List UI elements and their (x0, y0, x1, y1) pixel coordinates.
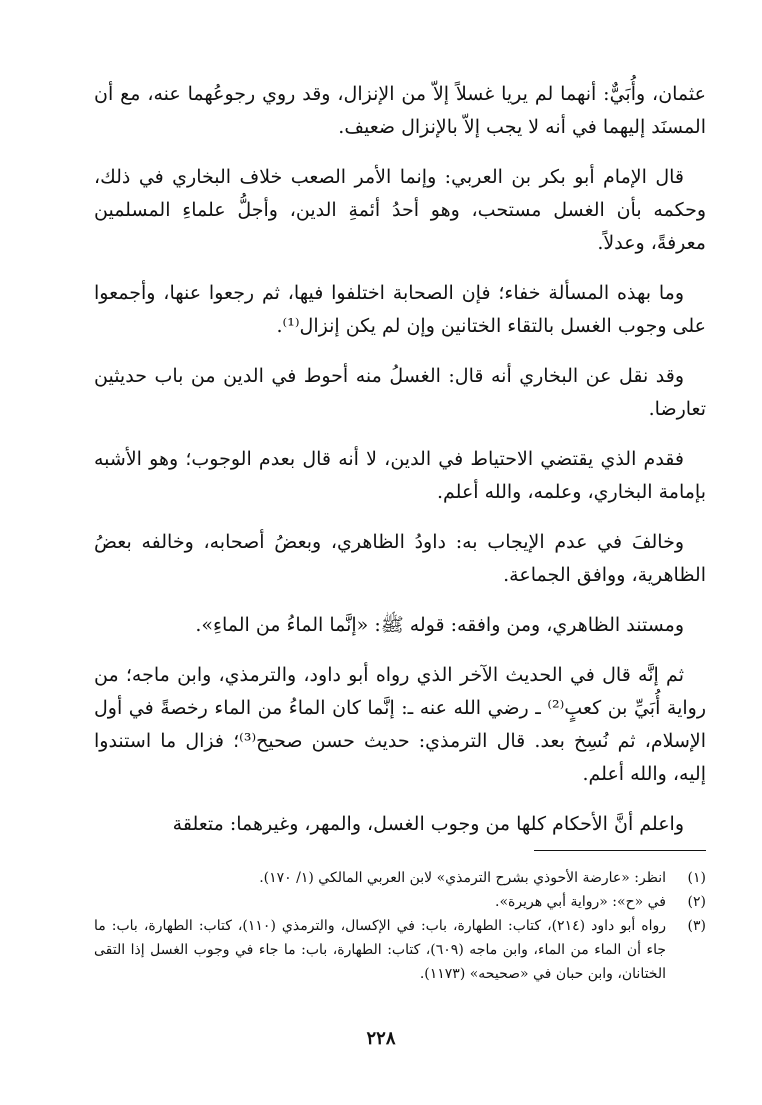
paragraph: ومستند الظاهري، ومن وافقه: قوله ﷺ: «إنَّما الماءُ من الماءِ». (195, 614, 684, 636)
paragraph: فقدم الذي يقتضي الاحتياط في الدين، لا أنه قال بعدم الوجوب؛ وهو الأشبه بإمامة البخاري، وعلمه، والله أعلم. (94, 448, 706, 503)
paragraph: وقد نقل عن البخاري أنه قال: الغسلُ منه أحوط في الدين من باب حديثين تعارضا. (94, 365, 706, 420)
footnote-number: (١) (687, 870, 706, 886)
footnote-text: في «ح»: «رواية أبي هريرة». (495, 894, 666, 910)
paragraph: قال الإمام أبو بكر بن العربي: وإنما الأمر الصعب خلاف البخاري في ذلك، وحكمه بأن الغسل مستحب، وهو أحدُ أئمةِ الدين، وأجلُّ علماءِ المسلمين معرفةً، وعدلاً. (94, 166, 706, 254)
footnote (94, 866, 706, 890)
footnote-text: انظر: «عارضة الأحوذي بشرح الترمذي» لابن العربي المالكي (١/ ١٧٠). (259, 870, 666, 886)
page-number: ٢٢٨ (366, 1028, 396, 1049)
footnote-text: رواه أبو داود (٢١٤)، كتاب: الطهارة، باب: في الإكسال، والترمذي (١١٠)، كتاب: الطهارة، باب: ما جاء أن الماء من الماء، وابن ماجه (٦٠٩)، كتاب: الطهارة، باب: ما جاء في وجوب الغسل إذا التقى الختانان، وابن حبان في «صحيحه» (١١٧٣). (94, 918, 666, 982)
main-text (94, 78, 706, 841)
footnote-number: (٢) (687, 894, 706, 910)
paragraph: ثم إنَّه قال في الحديث الآخر الذي رواه أبو داود، والترمذي، وابن ماجه؛ من رواية أُبَيِّ بن كعبٍ⁽²⁾ ـ رضي الله عنه ـ: إنَّما كان الماءُ من الماء رخصةً في أول الإسلام، ثم نُسِخ بعد. قال الترمذي: حديث حسن صحيح⁽³⁾؛ فزال ما استندوا إليه، والله أعلم. (94, 664, 706, 785)
footnotes (94, 866, 706, 986)
footnote (94, 890, 706, 914)
paragraph: وما بهذه المسألة خفاء؛ فإن الصحابة اختلفوا فيها، ثم رجعوا عنها، وأجمعوا على وجوب الغسل بالتقاء الختانين وإن لم يكن إنزال⁽¹⁾. (94, 282, 706, 337)
paragraph: واعلم أنَّ الأحكام كلها من وجوب الغسل، والمهر، وغيرهما: متعلقة (172, 813, 684, 835)
paragraph: وخالفَ في عدم الإيجاب به: داودُ الظاهري، وبعضُ أصحابه، وخالفه بعضُ الظاهرية، ووافق الجماعة. (94, 531, 706, 586)
paragraph: عثمان، وأُبَيٌّ: أنهما لم يريا غسلاً إلاّ من الإنزال، وقد روي رجوعُهما عنه، مع أن المسنَد إليهما في أنه لا يجب إلاّ بالإنزال ضعيف. (94, 83, 706, 138)
footnote-number: (٣) (687, 918, 706, 934)
footnote-divider (534, 850, 706, 851)
footnote (94, 914, 706, 986)
